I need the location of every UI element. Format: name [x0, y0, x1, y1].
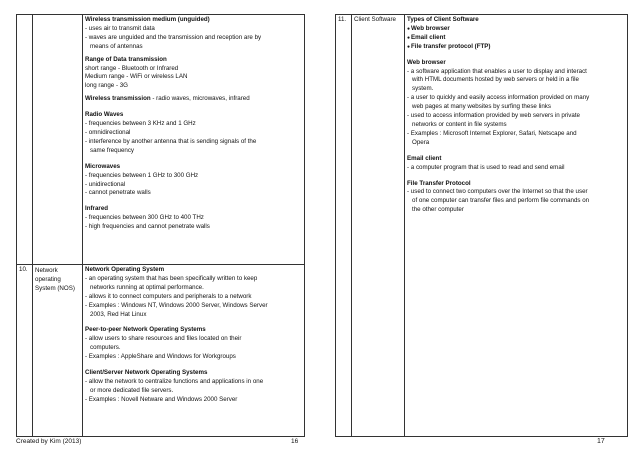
row-label: Network operating System (NOS): [33, 265, 83, 437]
text-line: Opera: [412, 138, 430, 146]
text-line: with HTML documents hosted by web servers or held in a file: [412, 76, 579, 84]
text-line: - used to connect two computers over the Internet so that the user: [407, 188, 588, 196]
text-line: - used to access information provided by web servers in private: [407, 112, 580, 120]
text-line: or more dedicated file servers.: [90, 386, 174, 394]
table-row: [17, 15, 305, 265]
text-line: means of antennas: [90, 42, 143, 50]
text-line: short range - Bluetooth or Infrared: [85, 64, 179, 72]
text-line: - allows it to connect computers and peripherals to a network: [85, 292, 252, 300]
row-number: 11.: [336, 15, 352, 437]
text-line: - frequencies between 3 KHz and 1 GHz: [85, 120, 196, 128]
text-line: - Examples : AppleShare and Windows for Workgroups: [85, 353, 236, 361]
right-table: [335, 14, 628, 437]
text-line: - an operating system that has been specifically written to keep: [85, 274, 258, 282]
text-line: Types of Client Software: [407, 16, 479, 23]
text-line: - a computer program that is used to read and send email: [407, 163, 565, 171]
text-line: networks running at optimal performance.: [90, 283, 204, 291]
text-line: - uses air to transmit data: [85, 24, 155, 32]
text-line: - frequencies between 1 GHz to 300 GHz: [85, 171, 199, 179]
spacer: [85, 198, 302, 205]
row-number: 10.: [17, 265, 33, 437]
text-line: system.: [412, 85, 434, 93]
text-line: 2003, Red Hat Linux: [90, 310, 147, 318]
text-line: File Transfer Protocol: [407, 179, 471, 187]
text-line: Medium range - WiFi or wireless LAN: [85, 73, 188, 81]
text-line: Client/Server Network Operating Systems: [85, 369, 208, 377]
row-content: [83, 265, 305, 437]
text-line: - Examples : Microsoft Internet Explorer, Safari, Netscape and: [407, 129, 577, 137]
left-table: [16, 14, 305, 437]
text-line: - frequencies between 300 GHz to 400 THz: [85, 214, 204, 222]
spacer: [85, 156, 302, 163]
text-line: - a software application that enables a user to display and interact: [407, 67, 587, 75]
text-line: the other computer: [412, 206, 464, 214]
text-line: - interference by another antenna that is sending signals of the: [85, 137, 257, 145]
spacer: [85, 362, 302, 369]
text-line: Radio Waves: [85, 111, 124, 119]
text-line: computers.: [90, 344, 121, 352]
text-line: - cannot penetrate walls: [85, 189, 151, 197]
text-line: same frequency: [90, 146, 135, 154]
text-line: Web browser: [407, 58, 446, 66]
text-line: Microwaves: [85, 162, 121, 170]
spacer: [85, 104, 302, 111]
text-line: long range - 3G: [85, 82, 128, 90]
text-line: Peer-to-peer Network Operating Systems: [85, 326, 206, 334]
right-page: [319, 0, 638, 452]
text-line: - Examples : Windows NT, Windows 2000 Server, Windows Server: [85, 301, 268, 309]
page-number: 16: [291, 438, 299, 445]
text-line: web pages at many websites by surfing these links: [412, 103, 551, 111]
text-line: - waves are unguided and the transmission and reception are by: [85, 33, 262, 41]
text-line: - omnidirectional: [85, 128, 131, 136]
row-label: [33, 15, 83, 265]
text-line: Wireless transmission medium (unguided): [85, 16, 210, 23]
text-line: Range of Data transmission: [85, 55, 167, 63]
footer-credit: Created by Kim (2013): [16, 438, 82, 445]
row-content: [83, 15, 305, 265]
text-line: - allow users to share resources and files located on their: [85, 335, 242, 343]
text-line: Wireless transmission - radio waves, microwaves, infrared: [85, 95, 250, 103]
spacer: [407, 173, 625, 180]
text-line: networks or content in file systems: [412, 120, 507, 128]
spacer: [407, 52, 625, 59]
text-line: Network Operating System: [85, 266, 165, 273]
row-number: [17, 15, 33, 265]
text-line: - allow the network to centralize functions and applications in one: [85, 377, 264, 385]
table-row: [336, 15, 628, 437]
text-line: of one computer can transfer files and perform file commands on: [412, 197, 590, 205]
text-line: ● Email client: [407, 34, 625, 43]
spacer: [85, 319, 302, 326]
text-line: Infrared: [85, 205, 109, 213]
page-number: 17: [597, 438, 605, 445]
text-line: ● File transfer protocol (FTP): [407, 43, 625, 52]
spacer: [407, 148, 625, 155]
row-label: Client Software: [352, 15, 405, 437]
text-line: Email client: [407, 154, 442, 162]
text-line: - unidirectional: [85, 180, 126, 188]
text-line: - Examples : Novell Netware and Windows 2000 Server: [85, 395, 238, 403]
row-content: [405, 15, 628, 437]
table-row: [17, 265, 305, 437]
text-line: - high frequencies and cannot penetrate walls: [85, 223, 210, 231]
text-line: ● Web browser: [407, 25, 625, 34]
text-line: - a user to quickly and easily access information provided on many: [407, 94, 590, 102]
